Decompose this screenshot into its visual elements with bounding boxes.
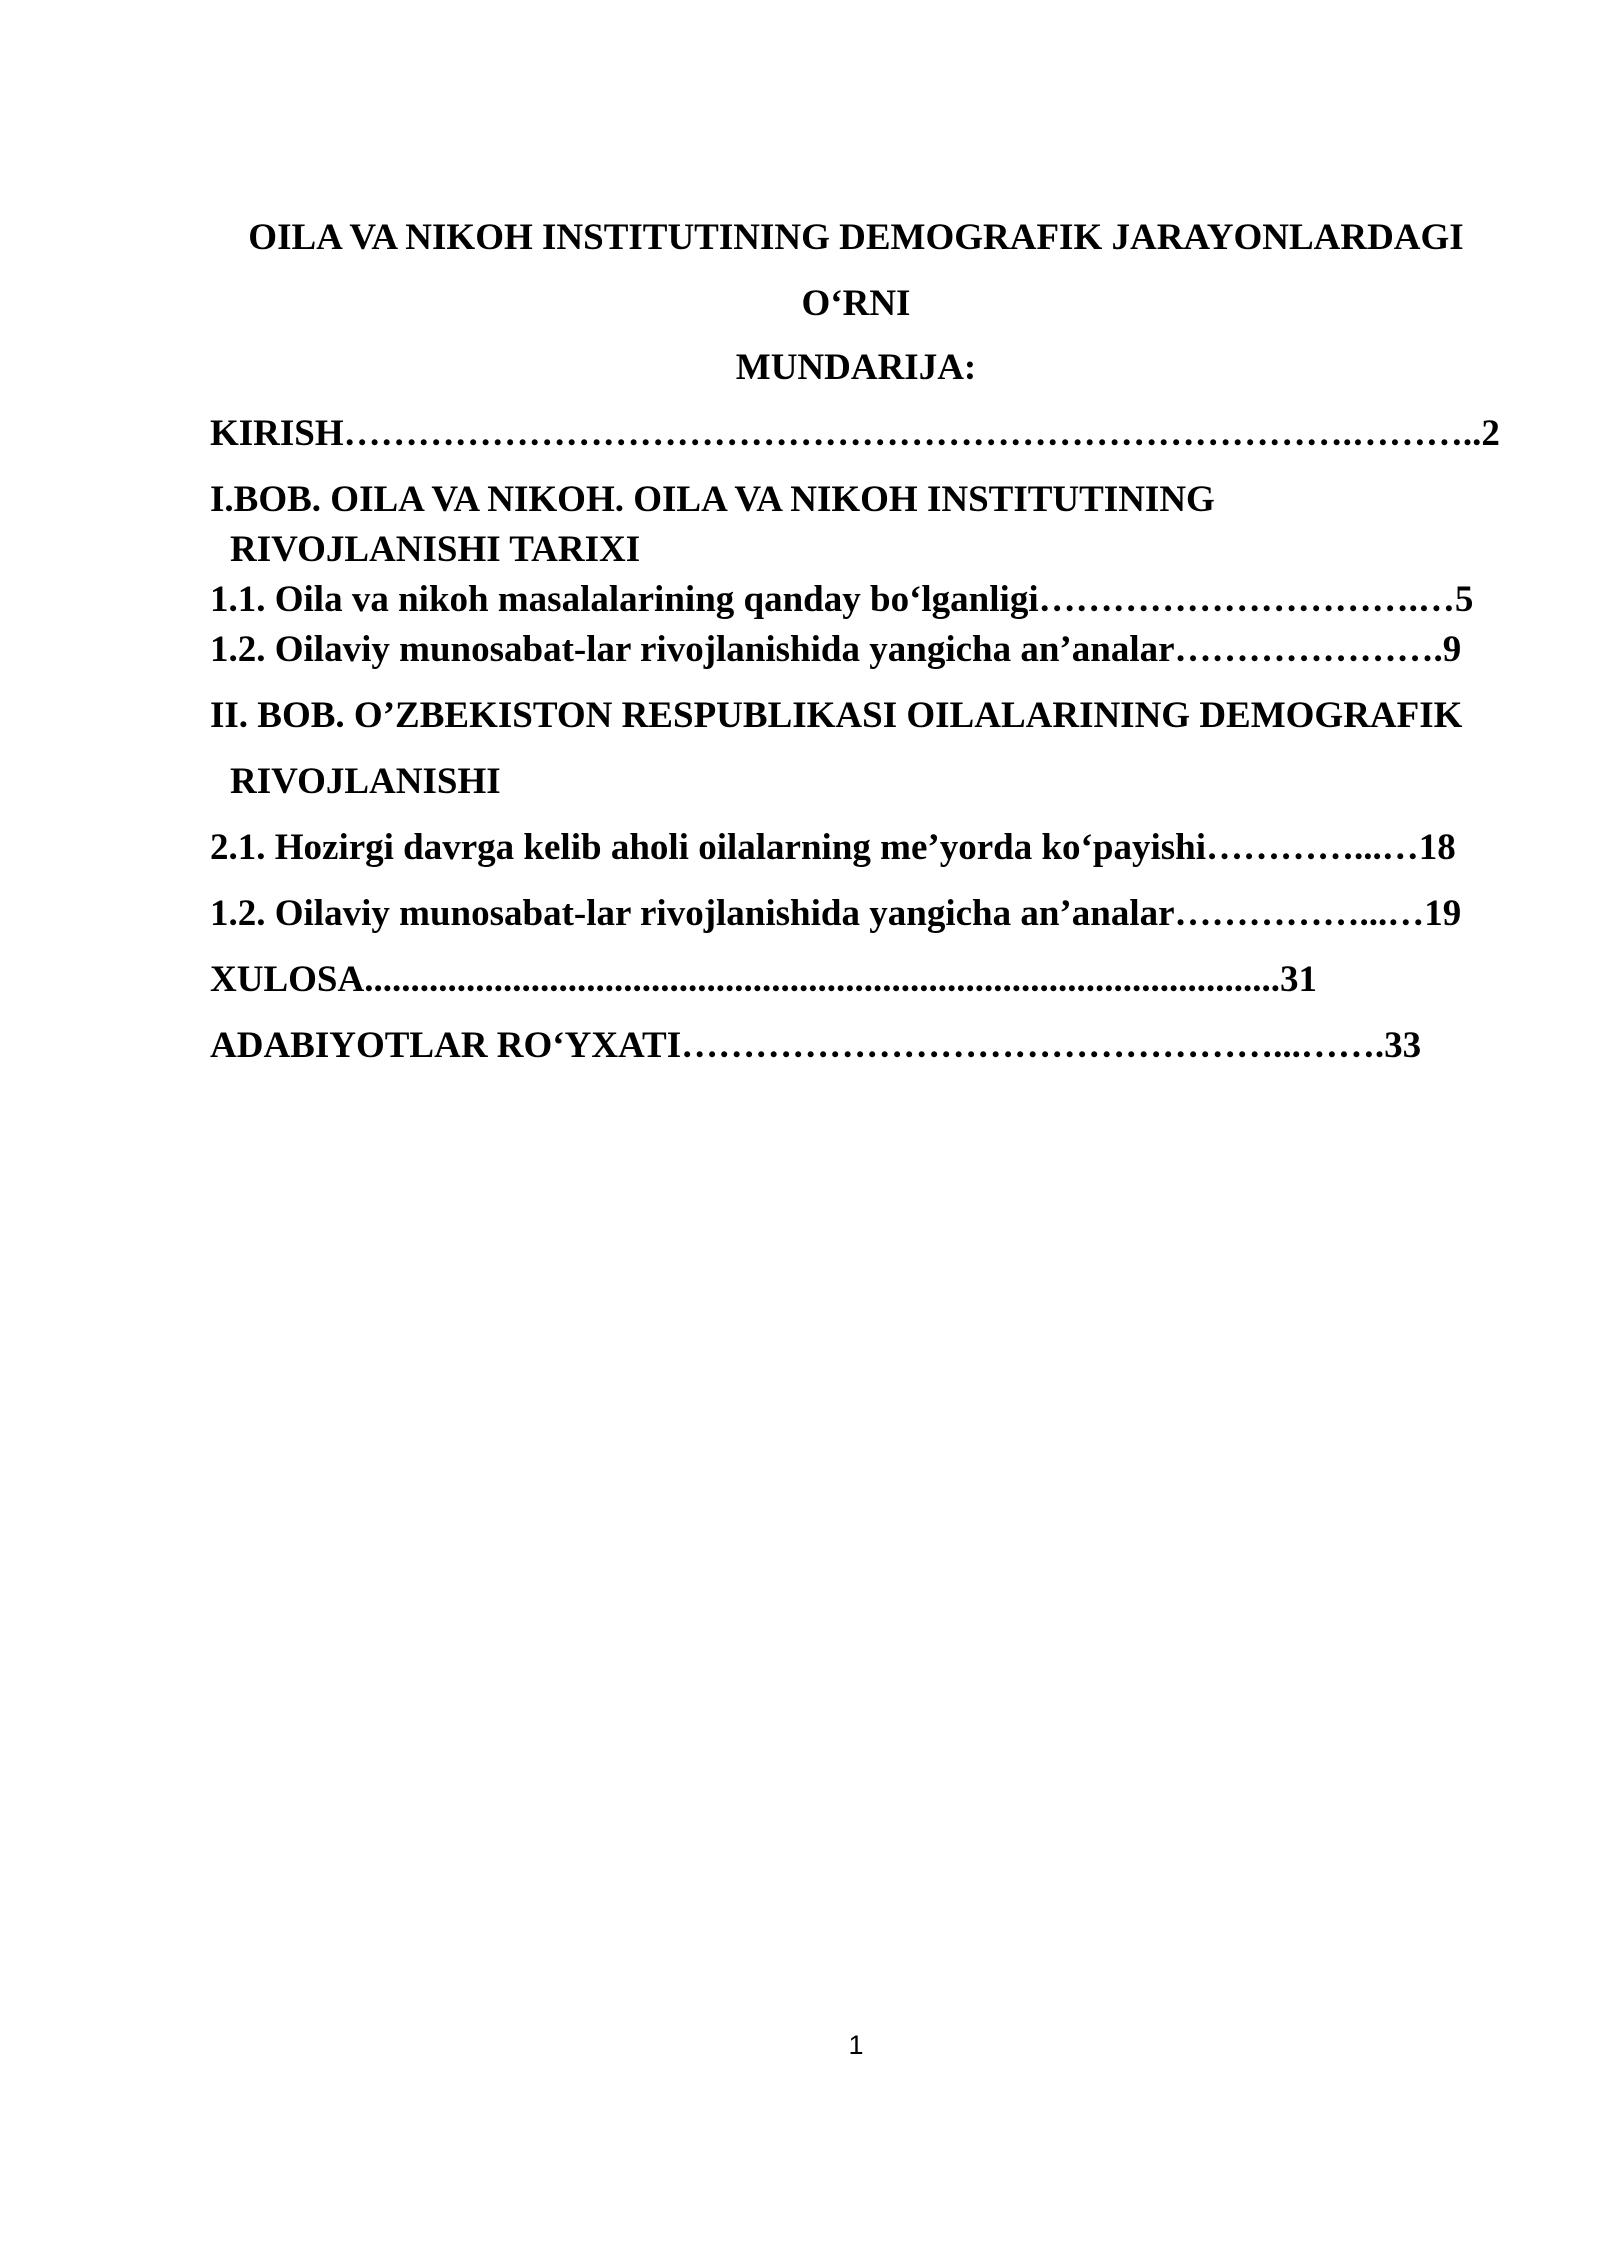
toc-entry-1-2: 1.2. Oilaviy munosabat-lar rivojlanishida yangicha an’analar………………….9: [210, 629, 1462, 670]
toc-entry-chapter2: II. BOB. O’ZBEKISTON RESPUBLIKASI OILALARINING DEMOGRAFIK: [210, 695, 1463, 736]
toc-entry-adabiyotlar: ADABIYOTLAR RO‘YXATI…………………………………………...…….33: [210, 1025, 1422, 1066]
toc-entry-chapter1-continued: RIVOJLANISHI TARIXI: [230, 529, 641, 570]
toc-entry-2-1: 2.1. Hozirgi davrga kelib aholi oilalarning me’yorda ko‘payishi…………...…18: [210, 827, 1456, 868]
toc-entry-1-1: 1.1. Oila va nikoh masalalarining qanday bo‘lganligi………………………….…5: [210, 579, 1474, 620]
toc-heading: MUNDARIJA:: [735, 347, 977, 388]
toc-entry-chapter2-continued: RIVOJLANISHI: [230, 761, 501, 802]
toc-entry-1-2-repeat: 1.2. Oilaviy munosabat-lar rivojlanishida yangicha an’analar……………...…19: [210, 893, 1462, 934]
toc-entry-xulosa: XULOSA...................................................................................................31: [210, 959, 1317, 1000]
document-title-line1: OILA VA NIKOH INSTITUTINING DEMOGRAFIK JARAYONLARDAGI: [248, 217, 1464, 258]
toc-entry-kirish: KIRISH……………………………………………………………………….………..2: [210, 413, 1500, 454]
page-number: 1: [848, 2030, 864, 2060]
document-title-line2: O‘RNI: [801, 283, 911, 324]
toc-entry-chapter1: I.BOB. OILA VA NIKOH. OILA VA NIKOH INSTITUTINING: [210, 479, 1215, 520]
